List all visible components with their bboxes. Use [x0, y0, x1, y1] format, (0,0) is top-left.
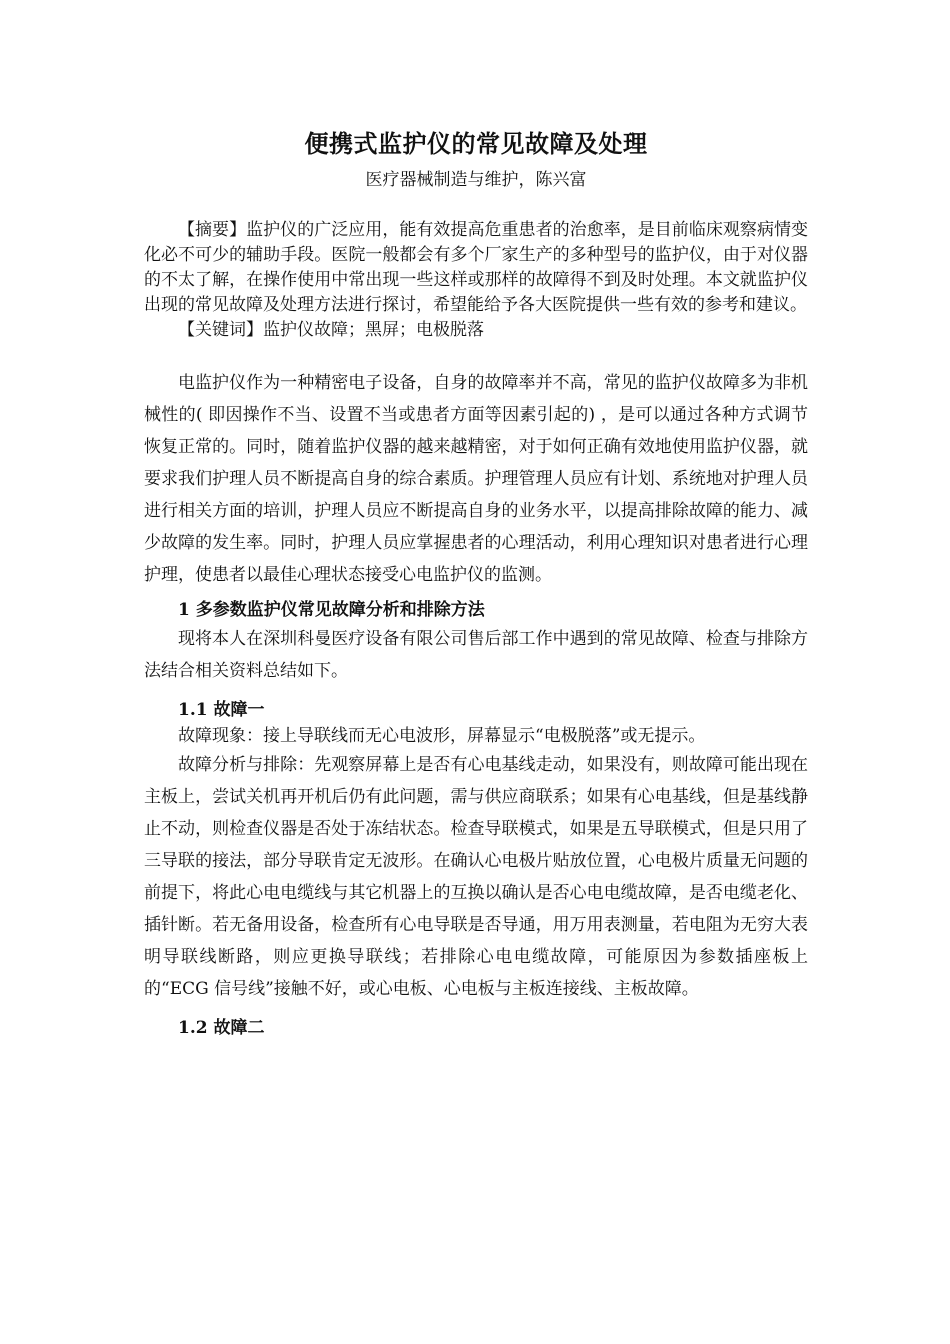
abstract-text: 【摘要】监护仪的广泛应用，能有效提高危重患者的治愈率，是目前临床观察病情变化必不可少的辅助手段。医院一般都会有多个厂家生产的多种型号的监护仪，由于对仪器的不太了解，在操作使用中常出现一些这样或那样的故障得不到及时处理。本文就监护仪出现的常见故障及处理方法进行探讨，希望能给予各大医院提供一些有效的参考和建议。 — [144, 220, 808, 315]
subsection-1-2-heading: 1.2 故障二 — [178, 1018, 265, 1038]
section-1-paragraph: 现将本人在深圳科曼医疗设备有限公司售后部工作中遇到的常见故障、检查与排除方法结合相关资料总结如下。 — [144, 629, 808, 681]
intro-paragraph: 电监护仪作为一种精密电子设备，自身的故障率并不高，常见的监护仪故障多为非机械性的( 即因操作不当、设置不当或患者方面等因素引起的) ，是可以通过各种方式调节恢复正常的。同时，随着监护仪器的越来越精密，对于如何正确有效地使用监护仪器，就要求我们护理人员不断提高自身的综合素质。护理管理人员应有计划、系统地对护理人员进行相关方面的培训，护理人员应不断提高自身的业务水平，以提高排除故障的能力、减少故障的发生率。同时，护理人员应掌握患者的心理活动，利用心理知识对患者进行心理护理，使患者以最佳心理状态接受心电监护仪的监测。 — [144, 373, 808, 585]
section-1-heading: 1 多参数监护仪常见故障分析和排除方法 — [178, 600, 485, 620]
keywords-line: 【关键词】监护仪故障；黑屏；电极脱落 — [178, 320, 484, 340]
author-line: 医疗器械制造与维护，陈兴富 — [365, 170, 587, 190]
fault-1-analysis: 故障分析与排除：先观察屏幕上是否有心电基线走动，如果没有，则故障可能出现在主板上，尝试关机再开机后仍有此问题，需与供应商联系；如果有心电基线，但是基线静止不动，则检查仪器是否处于冻结状态。检查导联模式，如果是五导联模式，但是只用了三导联的接法，部分导联肯定无波形。在确认心电极片贴放位置，心电极片质量无问题的前提下，将此心电电缆线与其它机器上的互换以确认是否心电电缆故障，是否电缆老化、插针断。若无备用设备，检查所有心电导联是否导通，用万用表测量，若电阻为无穷大表明导联线断路，则应更换导联线；若排除心电电缆故障，可能原因为参数插座板上的“ECG 信号线”接触不好，或心电板、心电板与主板连接线、主板故障。 — [144, 755, 808, 999]
fault-1-phenomenon: 故障现象：接上导联线而无心电波形，屏幕显示“电极脱落”或无提示。 — [178, 726, 706, 746]
paper-title: 便携式监护仪的常见故障及处理 — [304, 129, 648, 158]
abstract-block — [144, 218, 808, 343]
subsection-1-1-heading: 1.1 故障一 — [178, 700, 265, 720]
